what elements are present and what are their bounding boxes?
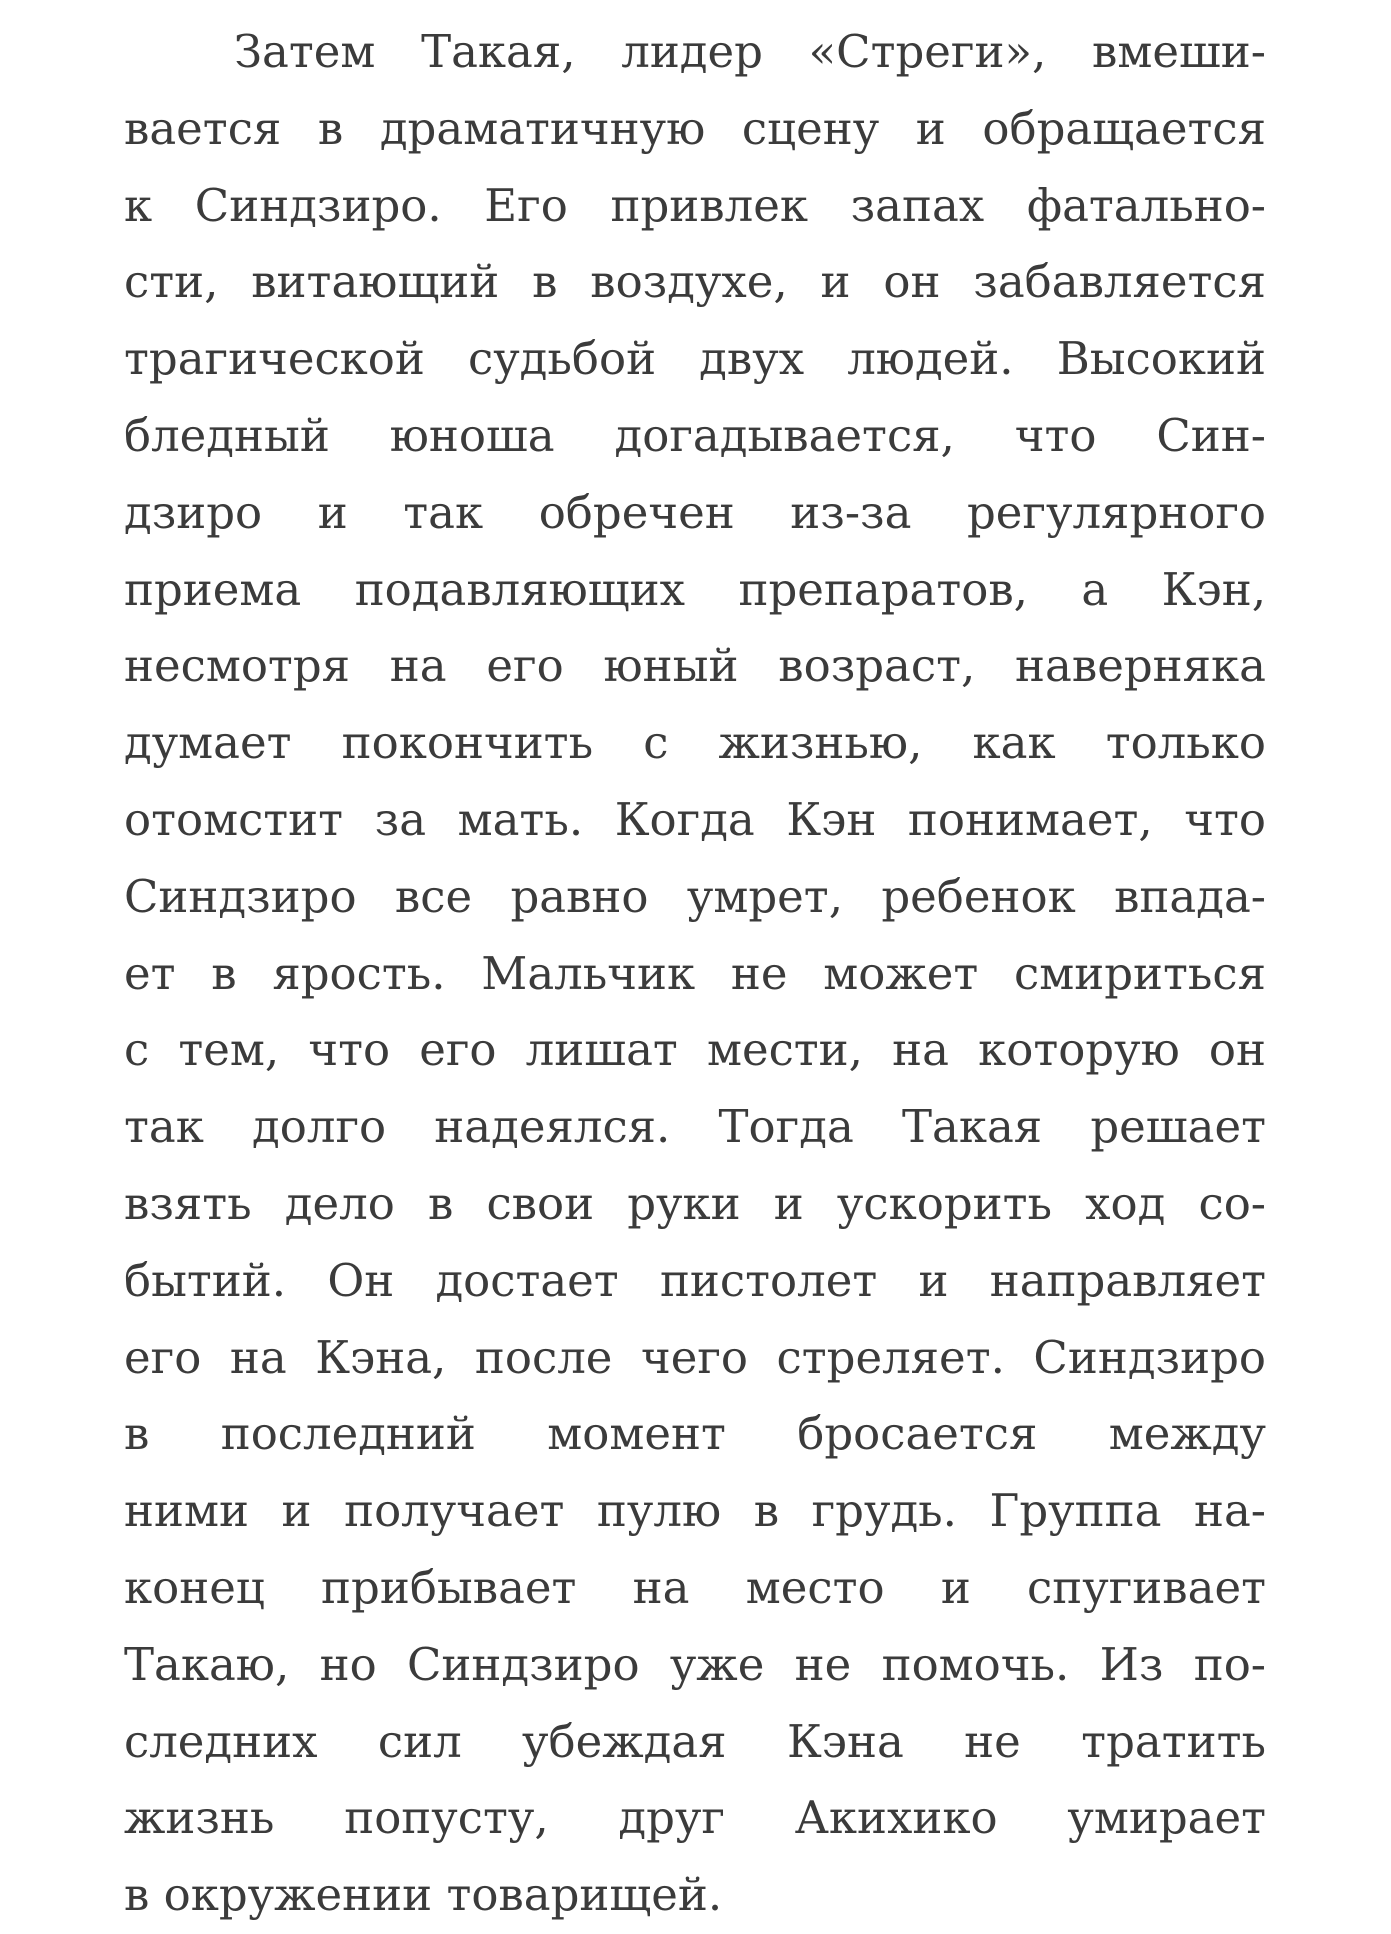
text-line: трагической судьбой двух людей. Высокий bbox=[124, 332, 1266, 386]
text-line: бледный юноша догадывается, что Син- bbox=[124, 408, 1266, 462]
text-line: ет в ярость. Мальчик не может смириться bbox=[124, 946, 1266, 1000]
text-line: в окружении товарищей. bbox=[124, 1868, 723, 1922]
text-line: приема подавляющих препаратов, а Кэн, bbox=[124, 562, 1266, 616]
text-line: так долго надеялся. Тогда Такая решает bbox=[124, 1100, 1266, 1154]
text-line: думает покончить с жизнью, как только bbox=[124, 716, 1266, 770]
text-line: несмотря на его юный возраст, наверняка bbox=[124, 639, 1266, 693]
text-line: к Синдзиро. Его привлек запах фатально- bbox=[124, 178, 1266, 232]
text-line: ними и получает пулю в грудь. Группа на- bbox=[124, 1484, 1266, 1538]
text-line: конец прибывает на место и спугивает bbox=[124, 1560, 1266, 1614]
text-line: в последний момент бросается между bbox=[124, 1407, 1266, 1461]
text-line: сти, витающий в воздухе, и он забавляется bbox=[124, 255, 1266, 309]
text-line: Такаю, но Синдзиро уже не помочь. Из по- bbox=[124, 1637, 1266, 1691]
text-line: Затем Такая, лидер «Стреги», вмеши- bbox=[234, 25, 1266, 78]
text-line: отомстит за мать. Когда Кэн понимает, что bbox=[124, 792, 1266, 846]
text-line: дзиро и так обречен из-за регулярного bbox=[124, 485, 1266, 539]
text-line: с тем, что его лишат мести, на которую он bbox=[124, 1023, 1266, 1077]
paragraph bbox=[124, 14, 1266, 1934]
text-line: взять дело в свои руки и ускорить ход со- bbox=[124, 1176, 1266, 1230]
text-line: бытий. Он достает пистолет и направляет bbox=[124, 1253, 1266, 1307]
text-line: его на Кэна, после чего стреляет. Синдзиро bbox=[124, 1330, 1266, 1384]
text-line: Синдзиро все равно умрет, ребенок впада- bbox=[124, 869, 1266, 923]
text-line: следних сил убеждая Кэна не тратить bbox=[124, 1714, 1266, 1768]
text-line: вается в драматичную сцену и обращается bbox=[124, 101, 1266, 155]
text-line: жизнь попусту, друг Акихико умирает bbox=[124, 1791, 1266, 1845]
